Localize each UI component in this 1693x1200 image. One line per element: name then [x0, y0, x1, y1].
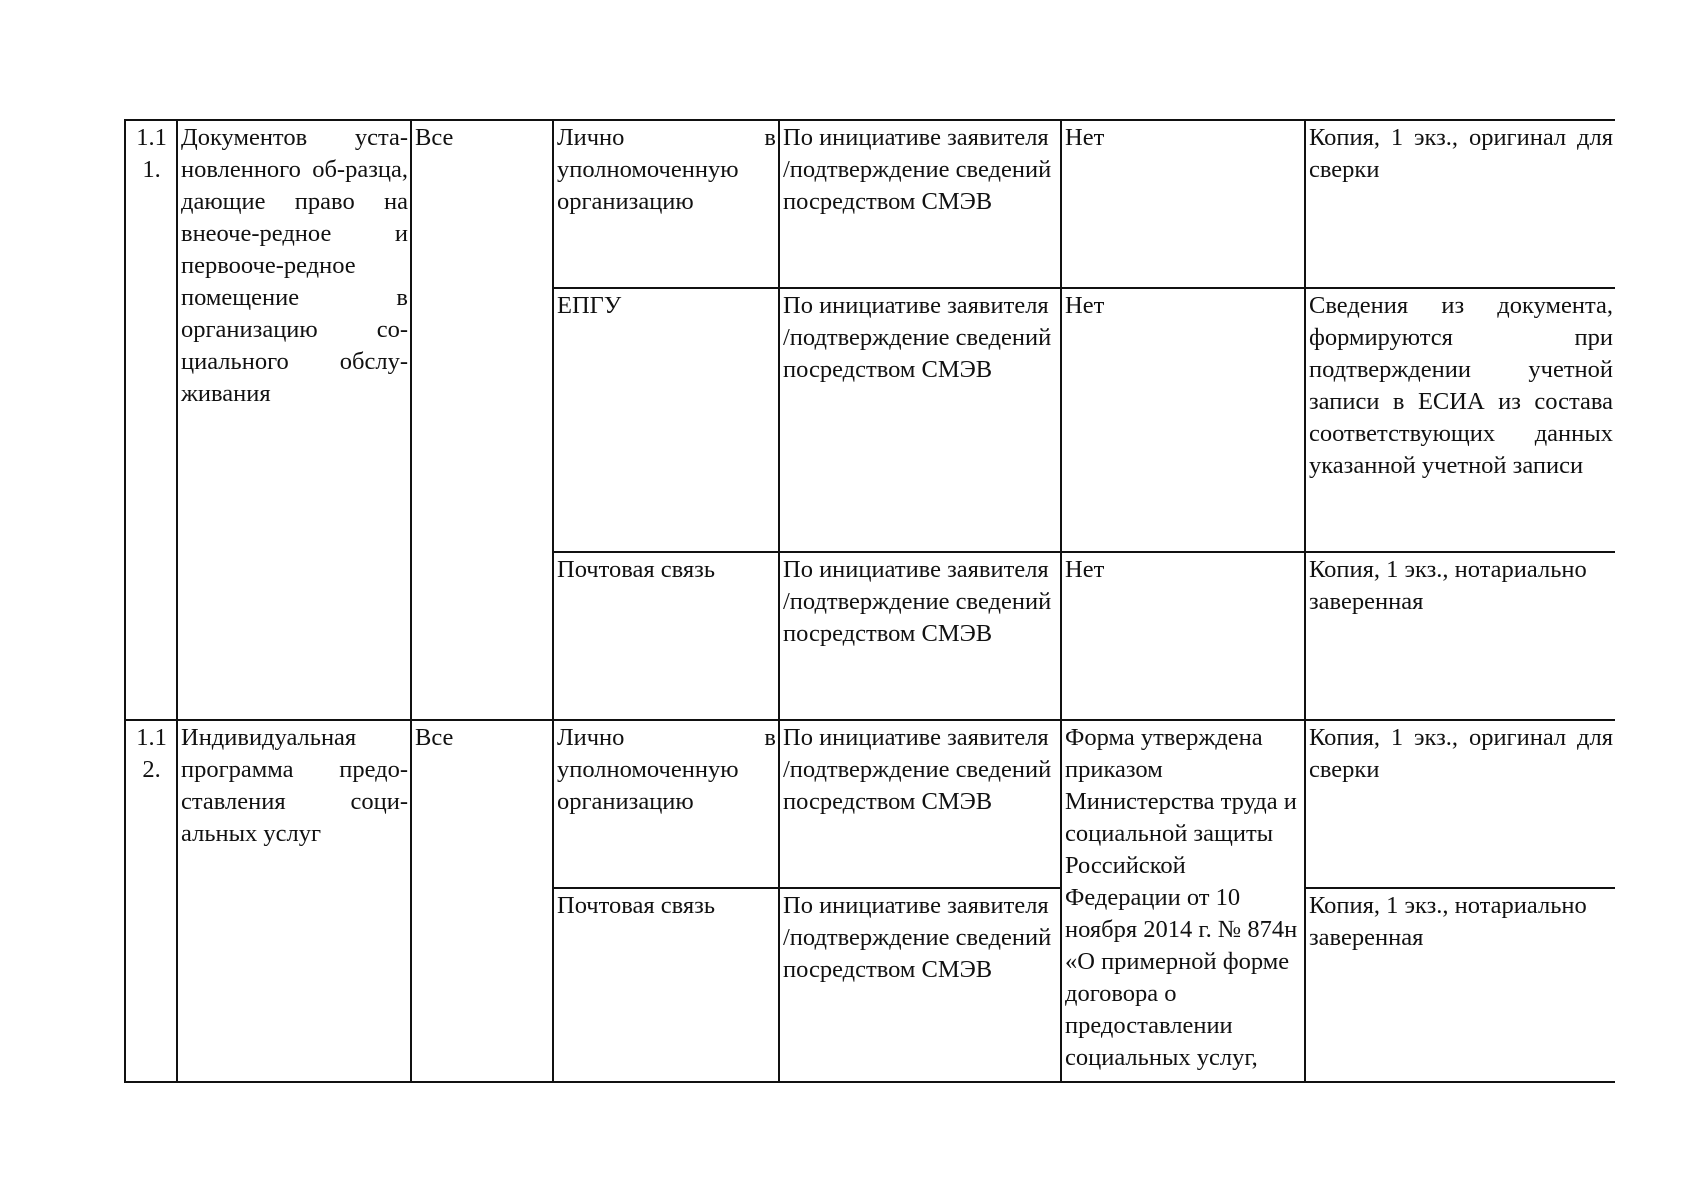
method-line1-right: в [764, 124, 776, 151]
submission-method [553, 120, 779, 288]
document-name: Документов уста-новленного об-разца, дающие право на внеоче-редное и первооче-редное помещение в организацию со-циального обслу-живания [177, 120, 411, 720]
method-line1-right: в [764, 724, 776, 751]
method-rest: уполномоченную организацию [557, 756, 739, 815]
applicant-category: Все [411, 720, 553, 1082]
submission-method [553, 720, 779, 888]
method-rest: уполномоченную организацию [557, 156, 739, 215]
applicant-category: Все [411, 120, 553, 720]
requirement: Нет [1061, 120, 1305, 288]
submission-basis: По инициативе заявителя /подтверждение сведений посредством СМЭВ [779, 288, 1061, 552]
submission-method: Почтовая связь [553, 888, 779, 1082]
table-row [125, 720, 1615, 888]
document-form: Копия, 1 экз., оригинал для сверки [1305, 120, 1615, 288]
method-line1-left: Лично [557, 124, 625, 151]
row-number: 1.1 1. [125, 120, 177, 720]
document-form: Копия, 1 экз., нотариально заверенная [1305, 888, 1615, 1082]
submission-method: Почтовая связь [553, 552, 779, 720]
table-row [125, 120, 1615, 288]
requirement: Нет [1061, 552, 1305, 720]
row-number: 1.1 2. [125, 720, 177, 1082]
requirement: Нет [1061, 288, 1305, 552]
submission-basis: По инициативе заявителя /подтверждение сведений посредством СМЭВ [779, 720, 1061, 888]
submission-method: ЕПГУ [553, 288, 779, 552]
document-form: Сведения из документа, формируются при подтверждении учетной записи в ЕСИА из состава соответствующих данных указанной учетной записи [1305, 288, 1615, 552]
requirement: Форма утверждена приказом Министерства труда и социальной защиты Российской Федерации от 10 ноября 2014 г. № 874н «О примерной форме договора о предоставлении социальных услуг, [1061, 720, 1305, 1082]
document-form: Копия, 1 экз., нотариально заверенная [1305, 552, 1615, 720]
submission-basis: По инициативе заявителя /подтверждение сведений посредством СМЭВ [779, 888, 1061, 1082]
method-first-line [557, 122, 776, 154]
documents-table [124, 119, 1615, 1083]
document-name: Индивидуальная программа предо-ставления соци-альных услуг [177, 720, 411, 1082]
submission-basis: По инициативе заявителя /подтверждение сведений посредством СМЭВ [779, 120, 1061, 288]
document-form: Копия, 1 экз., оригинал для сверки [1305, 720, 1615, 888]
method-first-line [557, 722, 776, 754]
method-line1-left: Лично [557, 724, 625, 751]
submission-basis: По инициативе заявителя /подтверждение сведений посредством СМЭВ [779, 552, 1061, 720]
